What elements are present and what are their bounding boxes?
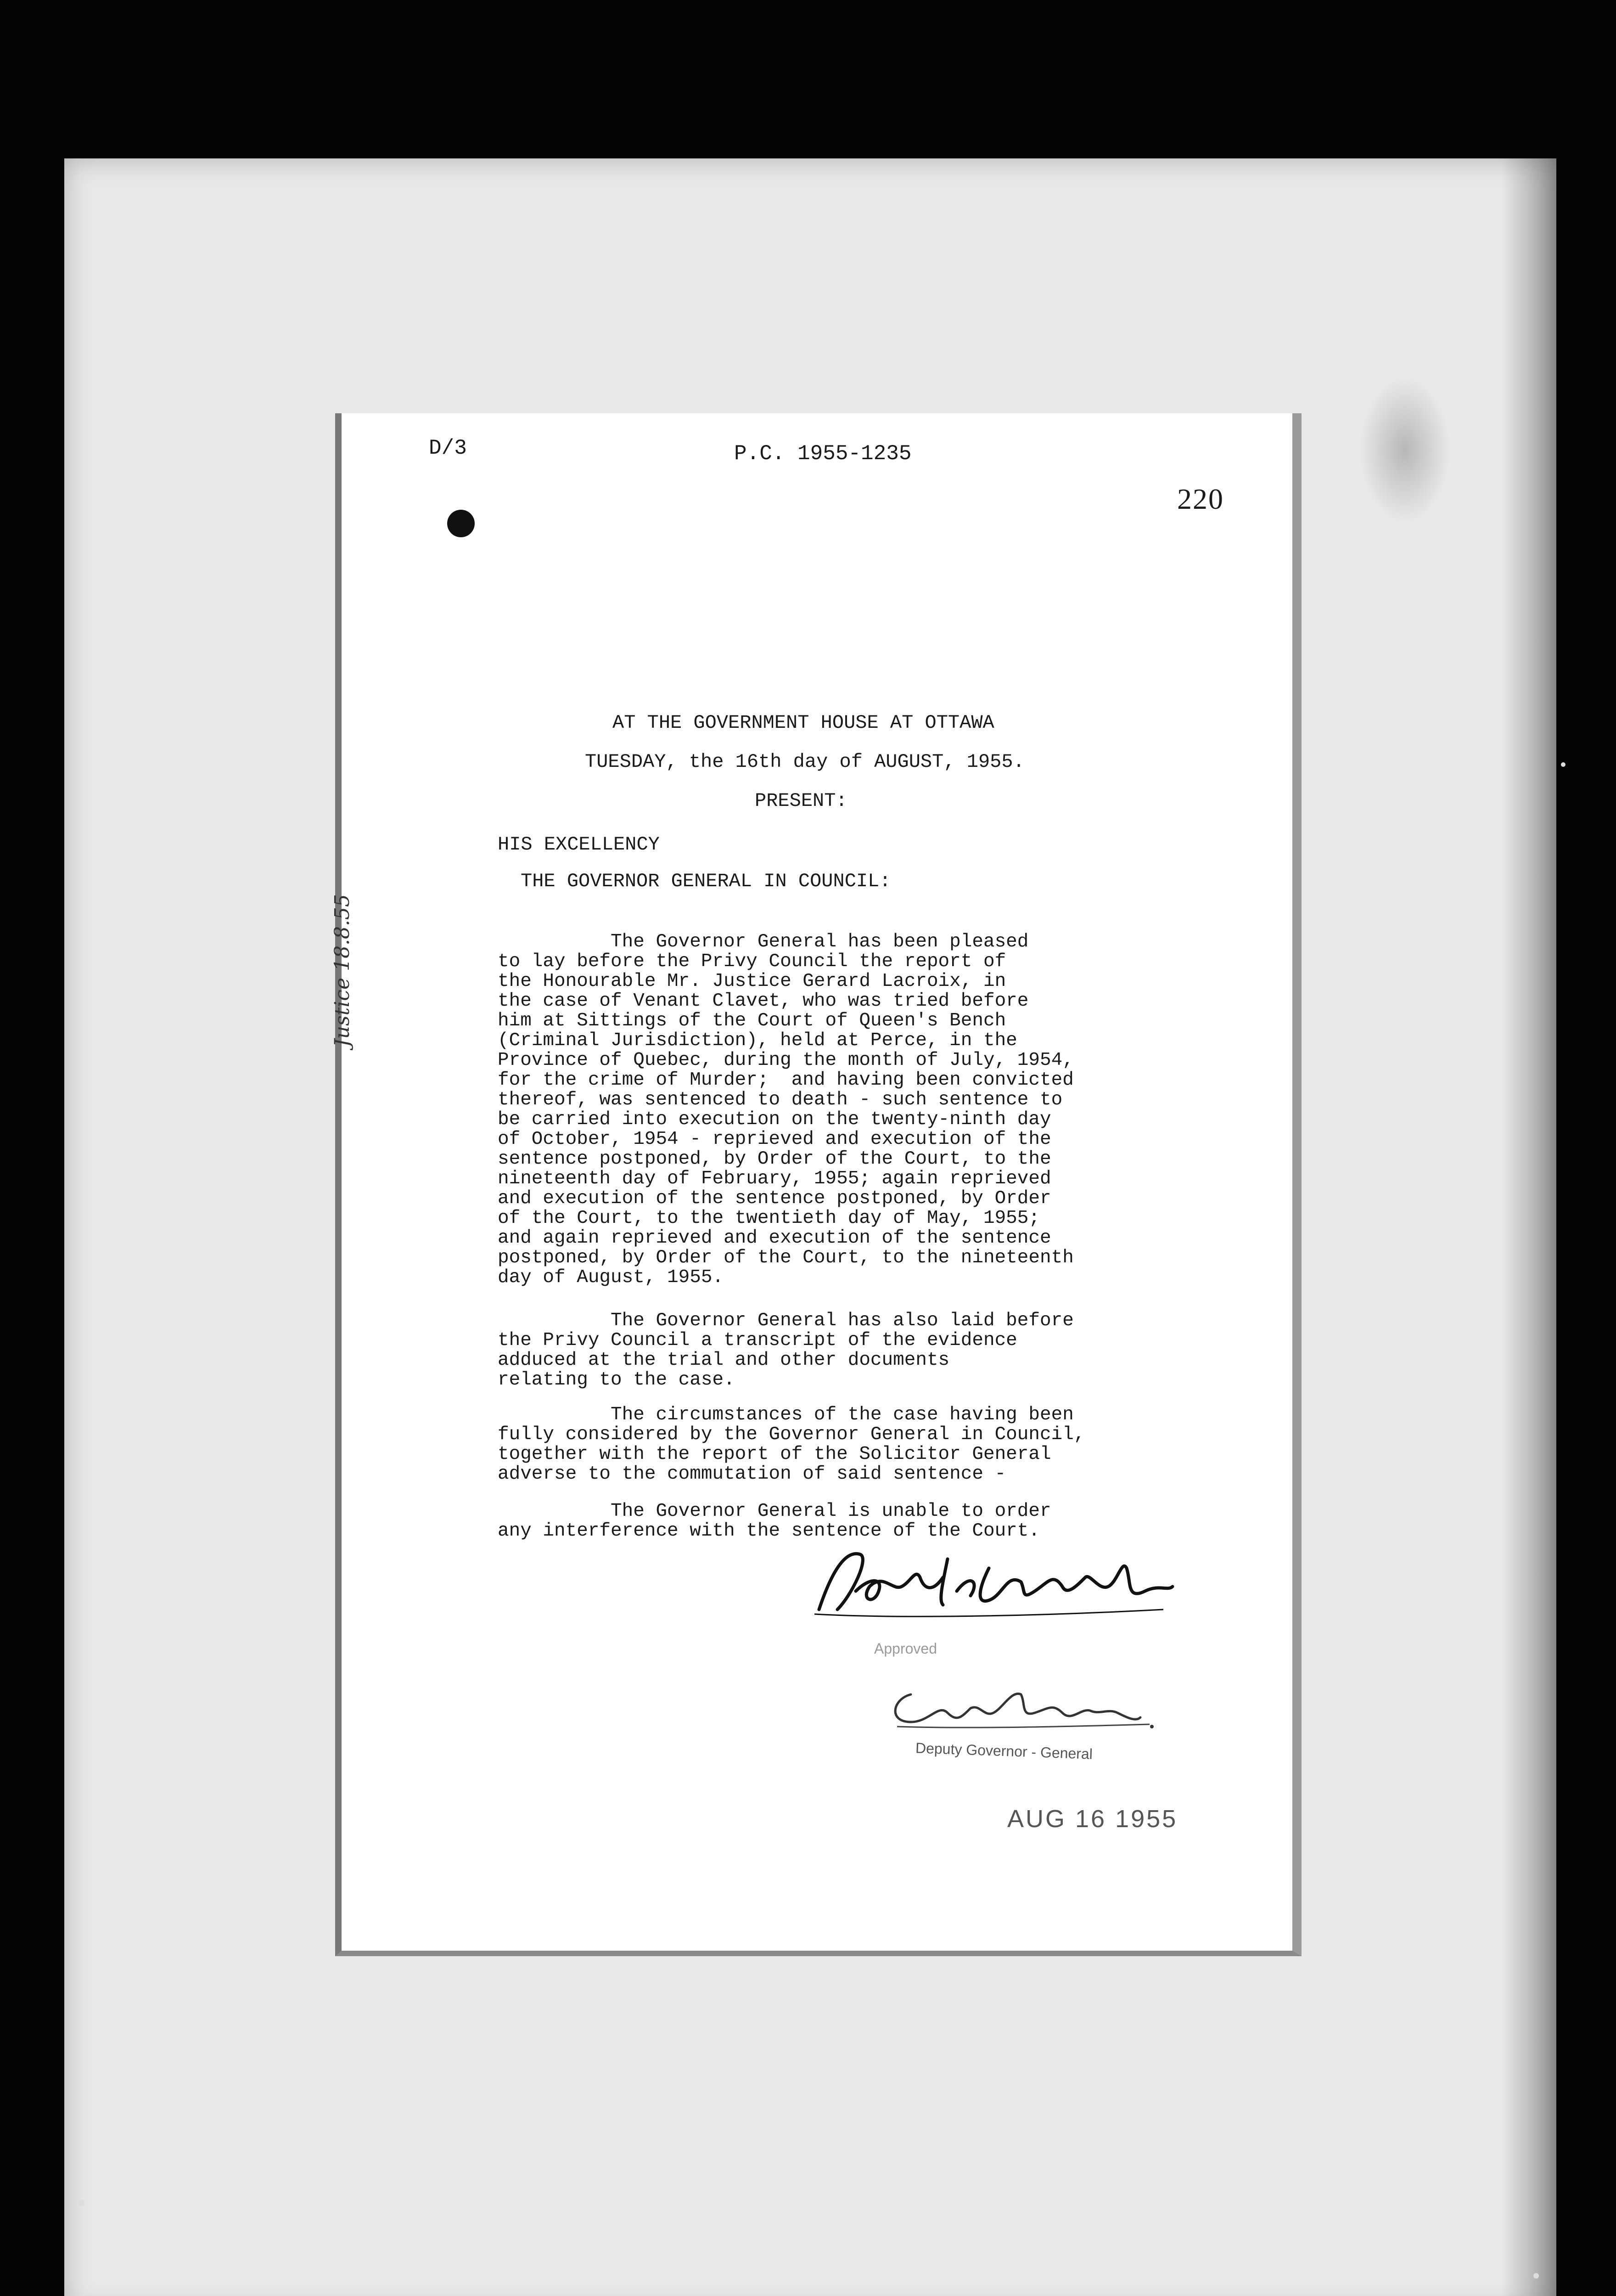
deputy-governor-label: Deputy Governor - General xyxy=(915,1739,1093,1762)
scan-speck xyxy=(78,2200,84,2206)
paragraph-transcript: The Governor General has also laid before the Privy Council a transcript of the evidence adduced at the trial and other documents relating to the case. xyxy=(498,1310,1074,1390)
date-stamp: AUG 16 1955 xyxy=(1007,1805,1178,1833)
scan-speck xyxy=(1561,762,1566,767)
paragraph-report: The Governor General has been pleased to lay before the Privy Council the report of the Honourable Mr. Justice Gerard Lacroix, in the case of Venant Clavet, who was tried before him at Sittings of the Court of Queen's Bench (Criminal Jurisdiction), held at Perce, in the Province of Quebec, during the month of July, 1954, for the crime of Murder; and having been convicted thereof, was sentenced to death - such sentence to be carried into execution on the twenty-ninth day of October, 1954 - reprieved and execution of the sentence postponed, by Order of the Court, to the nineteenth day of February, 1955; again reprieved and execution of the sentence postponed, by Order of the Court, to the twentieth day of May, 1955; and again reprieved and execution of the sentence postponed, by Order of the Court, to the nineteenth day of August, 1955. xyxy=(498,931,1074,1288)
heading-date: TUESDAY, the 16th day of AUGUST, 1955. xyxy=(585,751,1025,773)
scan-smudge xyxy=(1359,377,1451,523)
approved-label: Approved xyxy=(874,1640,937,1657)
ref-code: D/3 xyxy=(429,436,467,460)
document-page xyxy=(335,413,1302,1956)
paragraph-circumstances: The circumstances of the case having been fully considered by the Governor General in Council, together with the report of the Solicitor General adverse to the commutation of said sentence - xyxy=(498,1404,1085,1485)
heading-present: PRESENT: xyxy=(755,790,847,812)
page-number: 220 xyxy=(1177,483,1224,515)
paragraph-decision: The Governor General is unable to order any interference with the sentence of the Court. xyxy=(498,1501,1051,1542)
margin-annotation: Justice 18.8.55 xyxy=(331,894,354,1047)
address-council: THE GOVERNOR GENERAL IN COUNCIL: xyxy=(521,870,891,892)
scan-shadow xyxy=(1501,158,1556,2296)
scan-speck xyxy=(1533,2273,1539,2279)
address-excellency: HIS EXCELLENCY xyxy=(498,833,660,855)
heading-location: AT THE GOVERNMENT HOUSE AT OTTAWA xyxy=(612,712,994,734)
signature-prime-minister xyxy=(805,1541,1182,1623)
punch-hole xyxy=(447,510,475,537)
signature-deputy xyxy=(883,1676,1159,1740)
pc-number: P.C. 1955-1235 xyxy=(734,442,912,466)
